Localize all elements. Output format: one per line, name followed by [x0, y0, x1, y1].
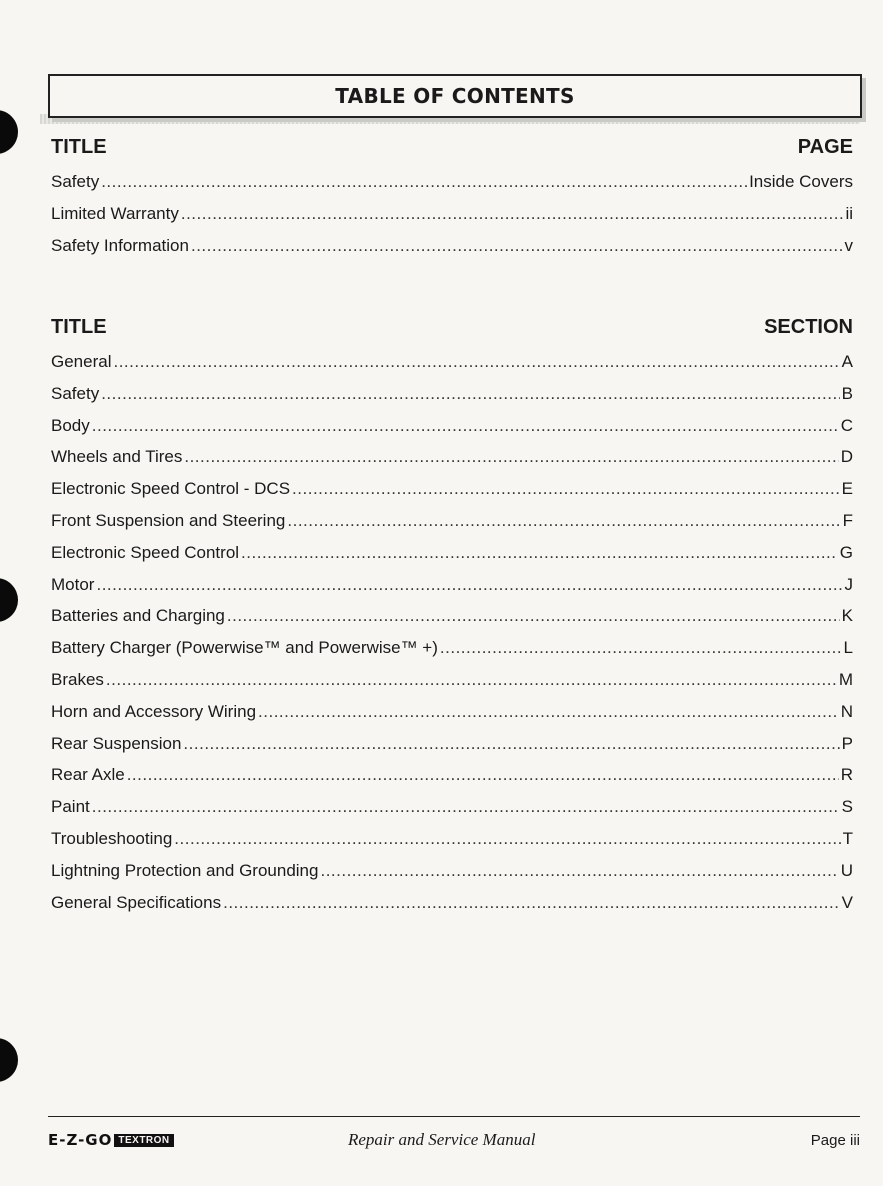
dot-leader [287, 505, 840, 537]
entry-title: Safety [51, 172, 100, 191]
dot-leader [258, 696, 839, 728]
dot-leader [184, 441, 838, 473]
ezgo-textron-logo [48, 1131, 174, 1149]
dot-leader [440, 632, 842, 664]
toc-entry[interactable] [51, 166, 853, 198]
entry-section: F [842, 510, 853, 530]
entry-page: Inside Covers [749, 172, 853, 191]
dot-leader [106, 664, 837, 696]
toc-entry[interactable] [51, 759, 853, 791]
title-box [48, 74, 862, 118]
entry-title: Safety Information [51, 235, 189, 255]
entry-title: Batteries and Charging [51, 606, 225, 626]
sections-header [51, 314, 853, 344]
logo-parent: TEXTRON [114, 1134, 173, 1147]
entry-title: Limited Warranty [51, 203, 179, 223]
toc-entry[interactable] [51, 696, 853, 728]
toc-entry[interactable] [51, 632, 853, 664]
dot-leader [96, 569, 842, 601]
entry-title: General [51, 352, 112, 371]
toc-entry[interactable] [51, 569, 853, 601]
entry-title: Troubleshooting [51, 828, 173, 848]
entry-section: A [841, 352, 853, 371]
entry-section: R [840, 765, 853, 785]
toc-entry[interactable] [51, 600, 853, 632]
page-footer [48, 1126, 860, 1154]
entry-section: M [838, 669, 853, 689]
entry-page: v [844, 235, 853, 255]
entry-title: Brakes [51, 669, 104, 689]
dot-leader [101, 166, 747, 198]
entry-section: K [841, 606, 853, 626]
page-title: TABLE OF CONTENTS [335, 84, 575, 108]
dot-leader [92, 410, 839, 442]
entry-title: Rear Axle [51, 765, 125, 785]
dot-leader [181, 198, 844, 230]
toc-entry[interactable] [51, 441, 853, 473]
entry-page: ii [845, 203, 853, 223]
binder-hole [0, 110, 18, 154]
page-column-header: PAGE [797, 136, 853, 158]
entry-title: Horn and Accessory Wiring [51, 701, 257, 721]
dot-leader [92, 791, 840, 823]
dot-leader [191, 230, 843, 262]
entry-section: V [841, 892, 853, 912]
binder-hole [0, 578, 18, 622]
entry-section: C [840, 415, 853, 435]
toc-entry[interactable] [51, 664, 853, 696]
front-matter-header [51, 134, 853, 164]
entry-section: L [843, 638, 853, 658]
entry-title: Battery Charger (Powerwise™ and Powerwise™ +) [51, 638, 438, 658]
entry-title: Body [51, 415, 90, 435]
toc-entry[interactable] [51, 410, 853, 442]
toc-entry[interactable] [51, 230, 853, 262]
section-column-header: SECTION [764, 316, 853, 338]
toc-entry[interactable] [51, 855, 853, 887]
entry-title: Rear Suspension [51, 733, 182, 753]
entry-title: General Specifications [51, 892, 222, 912]
toc-entry[interactable] [51, 378, 853, 410]
toc-entry[interactable] [51, 473, 853, 505]
entry-title: Paint [51, 797, 90, 817]
entry-section: D [840, 447, 853, 467]
sections-list [51, 314, 853, 918]
toc-entry[interactable] [51, 791, 853, 823]
title-column-header: TITLE [51, 136, 107, 158]
entry-title: Wheels and Tires [51, 447, 183, 467]
toc-entry[interactable] [51, 198, 853, 230]
entry-title: Lightning Protection and Grounding [51, 860, 319, 880]
entry-section: P [841, 733, 853, 753]
toc-entry[interactable] [51, 728, 853, 760]
dot-leader [292, 473, 840, 505]
entry-section: E [841, 479, 853, 499]
toc-entry[interactable] [51, 887, 853, 919]
dot-leader [223, 887, 840, 919]
dot-leader [241, 537, 838, 569]
entry-section: T [842, 828, 853, 848]
entry-section: U [840, 860, 853, 880]
dot-leader [101, 378, 839, 410]
entry-section: N [840, 701, 853, 721]
title-column-header: TITLE [51, 316, 107, 338]
dot-leader [127, 759, 839, 791]
footer-rule [48, 1116, 860, 1117]
dot-leader [227, 600, 840, 632]
binder-hole [0, 1038, 18, 1082]
dot-leader [320, 855, 838, 887]
manual-title: Repair and Service Manual [348, 1130, 536, 1149]
toc-entry[interactable] [51, 823, 853, 855]
logo-brand: E-Z-GO [48, 1131, 113, 1149]
entry-section: S [841, 797, 853, 817]
entry-section: B [841, 383, 853, 403]
page-number: Page iii [810, 1131, 860, 1149]
entry-title: Electronic Speed Control - DCS [51, 479, 291, 499]
dot-leader [183, 728, 839, 760]
entry-title: Electronic Speed Control [51, 542, 240, 562]
toc-entry[interactable] [51, 537, 853, 569]
front-matter-list [51, 134, 853, 261]
entry-title: Safety [51, 383, 100, 403]
dot-leader [113, 346, 839, 378]
toc-entry[interactable] [51, 505, 853, 537]
entry-section: G [839, 542, 853, 562]
toc-entry[interactable] [51, 346, 853, 378]
entry-title: Front Suspension and Steering [51, 510, 286, 530]
entry-title: Motor [51, 574, 95, 594]
entry-section: J [844, 574, 853, 594]
dot-leader [174, 823, 840, 855]
